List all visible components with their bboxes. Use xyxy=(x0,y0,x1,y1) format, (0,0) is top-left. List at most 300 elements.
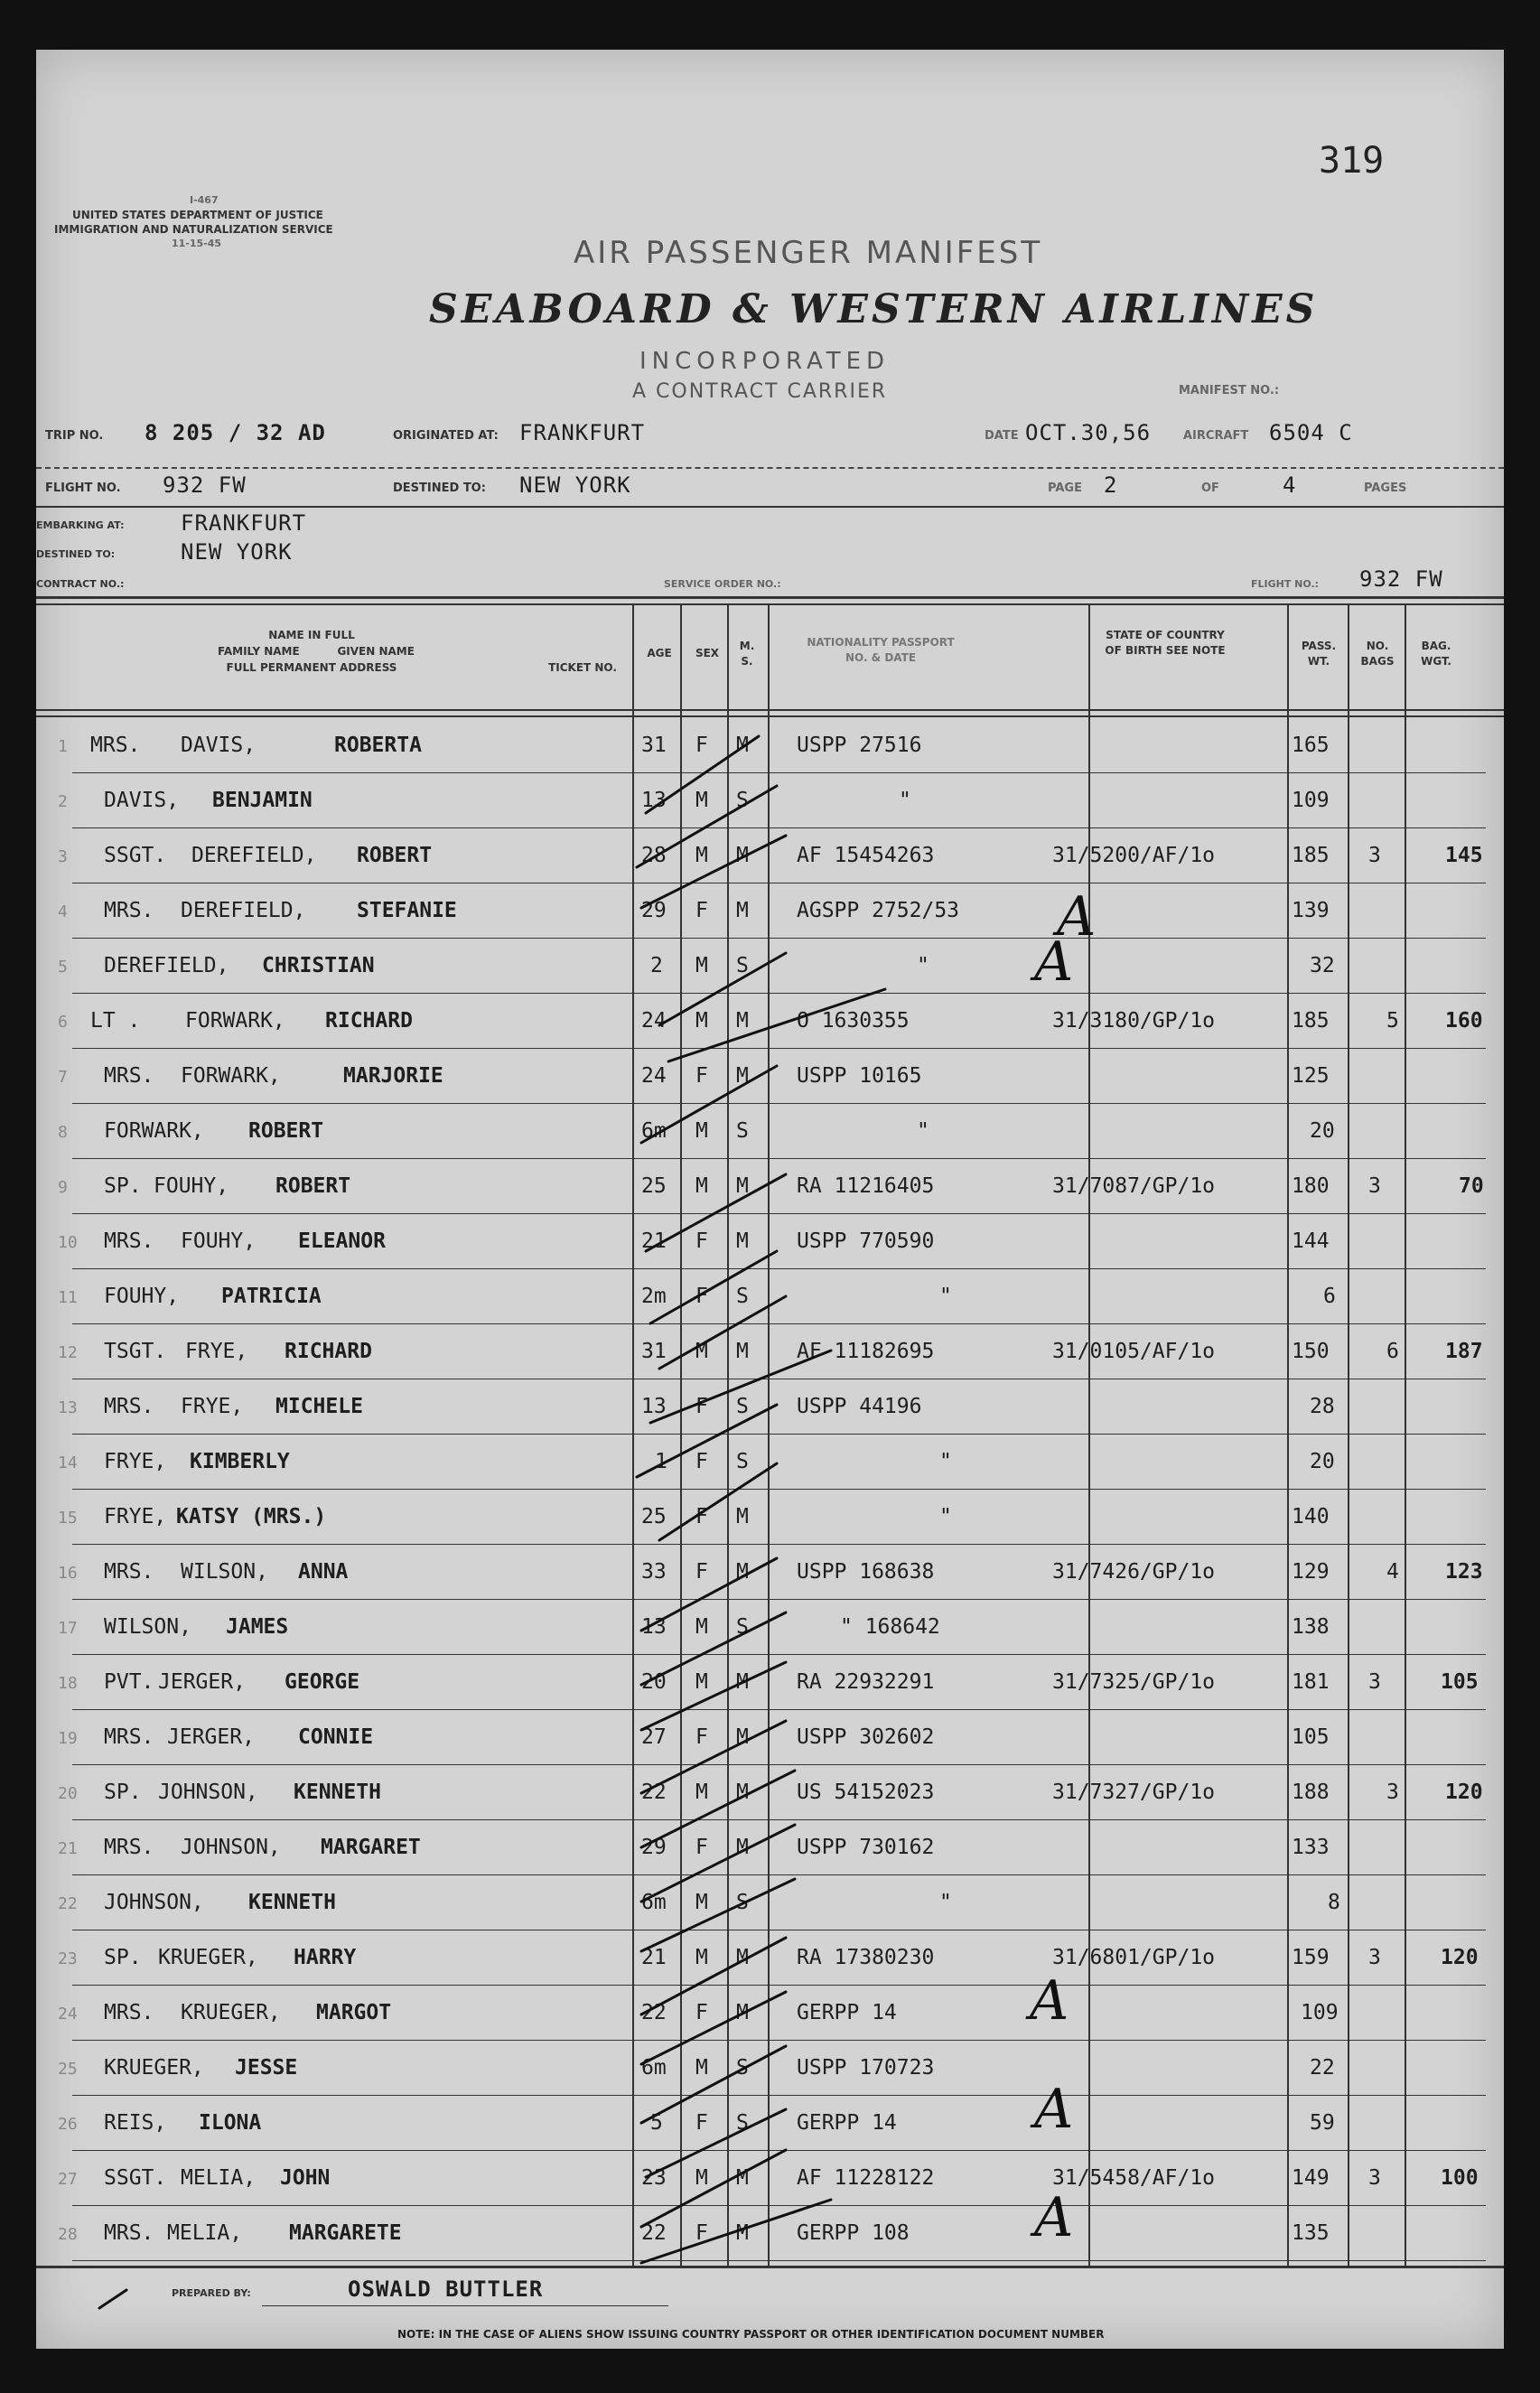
row-family: WILSON, xyxy=(104,1615,191,1639)
row-sex: F xyxy=(695,1560,708,1584)
row-number: 27 xyxy=(58,2170,78,2189)
row-family: FOUHY, xyxy=(104,1285,180,1308)
of-label: OF xyxy=(1201,481,1219,495)
row-family: DEREFIELD, xyxy=(181,899,306,922)
row-pass-wt: 135 xyxy=(1292,2221,1330,2245)
row-given: ANNA xyxy=(298,1560,349,1584)
row-passport: " xyxy=(917,954,929,977)
row-ms: M xyxy=(736,1229,749,1253)
row-bags: 3 xyxy=(1368,1670,1381,1694)
destined2-value: NEW YORK xyxy=(181,539,293,565)
row-title: MRS. xyxy=(104,1395,154,1418)
row-given: MARGARETE xyxy=(289,2221,402,2245)
row-sex: F xyxy=(695,1285,708,1308)
row-age: 22 xyxy=(641,2221,667,2245)
date-value: OCT.30,56 xyxy=(1025,420,1152,445)
row-number: 14 xyxy=(58,1454,78,1472)
row-pass-wt: 20 xyxy=(1310,1450,1335,1473)
row-pass-wt: 28 xyxy=(1310,1395,1335,1418)
row-title: SP. xyxy=(104,1174,142,1198)
row-number: 12 xyxy=(58,1343,78,1362)
flight-no-2-label: FLIGHT NO.: xyxy=(1251,578,1320,590)
row-sex: M xyxy=(695,954,708,977)
row-pass-wt: 125 xyxy=(1292,1064,1330,1088)
row-given: GEORGE xyxy=(285,1670,360,1694)
row-age: 23 xyxy=(641,2166,667,2190)
row-order: 31/7325/GP/1o xyxy=(1052,1670,1216,1694)
col-pass-wt: PASS. WT. xyxy=(1301,640,1337,668)
row-sex: F xyxy=(695,1725,708,1749)
row-sex: M xyxy=(695,1615,708,1639)
row-family: JERGER, xyxy=(158,1670,246,1694)
row-age: 28 xyxy=(641,844,667,867)
row-passport: GERPP 108 xyxy=(797,2221,910,2245)
row-pass-wt: 129 xyxy=(1292,1560,1330,1584)
row-passport: AF 11182695 xyxy=(797,1340,935,1363)
row-bags: 3 xyxy=(1368,2166,1381,2190)
form-date: 11-15-45 xyxy=(172,238,222,249)
row-age: 22 xyxy=(641,1781,667,1804)
row-family: KRUEGER, xyxy=(158,1946,258,1969)
col-name-in-full: NAME IN FULL xyxy=(268,629,355,641)
row-order: 31/0105/AF/1o xyxy=(1052,1340,1216,1363)
col-ticket: TICKET NO. xyxy=(548,661,617,674)
row-age: 29 xyxy=(641,899,667,922)
row-sex: M xyxy=(695,1340,708,1363)
row-number: 20 xyxy=(58,1784,78,1803)
row-family: JOHNSON, xyxy=(181,1836,281,1859)
row-pass-wt: 149 xyxy=(1292,2166,1330,2190)
row-passport: GERPP 14 xyxy=(797,2001,897,2024)
row-family: WILSON, xyxy=(181,1560,268,1584)
destined-label: DESTINED TO: xyxy=(393,481,486,495)
row-passport: USPP 27516 xyxy=(797,734,922,757)
row-family: FRYE, xyxy=(104,1450,167,1473)
row-passport: USPP 44196 xyxy=(797,1395,922,1418)
row-number: 15 xyxy=(58,1509,78,1528)
row-family: DAVIS, xyxy=(181,734,257,757)
row-sex: M xyxy=(695,2056,708,2080)
row-number: 5 xyxy=(58,958,68,977)
row-number: 4 xyxy=(58,902,68,921)
row-title: SSGT. xyxy=(104,2166,167,2190)
row-number: 25 xyxy=(58,2060,78,2079)
row-given: ROBERT xyxy=(275,1174,351,1198)
row-pass-wt: 6 xyxy=(1323,1285,1336,1308)
row-family: REIS, xyxy=(104,2111,167,2135)
row-given: RICHARD xyxy=(285,1340,372,1363)
row-title: MRS. xyxy=(104,1836,154,1859)
row-given: MICHELE xyxy=(275,1395,363,1418)
row-passport: RA 22932291 xyxy=(797,1670,935,1694)
row-given: KATSY (MRS.) xyxy=(176,1505,327,1528)
row-sex: M xyxy=(695,1119,708,1143)
row-title: MRS. xyxy=(104,899,154,922)
row-given: MARJORIE xyxy=(343,1064,443,1088)
row-sex: F xyxy=(695,1395,708,1418)
row-pass-wt: 144 xyxy=(1292,1229,1330,1253)
row-family: FORWARK, xyxy=(181,1064,281,1088)
row-title: TSGT. xyxy=(104,1340,167,1363)
row-title: SP. xyxy=(104,1946,142,1969)
row-sex: F xyxy=(695,2111,708,2135)
row-pass-wt: 8 xyxy=(1328,1891,1340,1914)
row-passport: O 1630355 xyxy=(797,1009,910,1033)
row-bags: 6 xyxy=(1386,1340,1399,1363)
row-number: 1 xyxy=(58,737,68,756)
row-sex: M xyxy=(695,1946,708,1969)
row-pass-wt: 59 xyxy=(1310,2111,1335,2135)
row-family: FOUHY, xyxy=(181,1229,257,1253)
row-sex: F xyxy=(695,2001,708,2024)
row-ms: M xyxy=(736,1725,749,1749)
contract-label: CONTRACT NO.: xyxy=(36,578,125,590)
col-sex: SEX xyxy=(695,647,720,659)
row-age: 2m xyxy=(641,1285,667,1308)
page-number: 319 xyxy=(1319,140,1385,182)
row-ms: M xyxy=(736,2221,749,2245)
row-ms: S xyxy=(736,954,749,977)
row-passport: USPP 170723 xyxy=(797,2056,935,2080)
col-bags: NO. BAGS xyxy=(1360,640,1395,668)
row-passport: " 168642 xyxy=(840,1615,940,1639)
row-given: CHRISTIAN xyxy=(262,954,375,977)
row-ms: M xyxy=(736,1064,749,1088)
row-age: 21 xyxy=(641,1946,667,1969)
row-age: 31 xyxy=(641,734,667,757)
row-bag-wt: 120 xyxy=(1445,1781,1483,1804)
row-passport: " xyxy=(939,1891,952,1914)
aircraft-label: AIRCRAFT xyxy=(1183,429,1249,443)
row-sex: M xyxy=(695,1781,708,1804)
strike-marks xyxy=(36,50,1504,2349)
row-given: ROBERT xyxy=(357,844,433,867)
row-age: 6m xyxy=(641,1891,667,1914)
airline-name: SEABOARD & WESTERN AIRLINES xyxy=(429,286,1319,332)
row-title: SSGT. xyxy=(104,844,167,867)
flight-no-2-value: 932 FW xyxy=(1359,566,1443,592)
row-number: 13 xyxy=(58,1398,78,1417)
row-family: FRYE, xyxy=(185,1340,248,1363)
row-title: MRS. xyxy=(104,1064,154,1088)
row-family: FRYE, xyxy=(181,1395,244,1418)
row-given: MARGOT xyxy=(316,2001,392,2024)
row-order: 31/7327/GP/1o xyxy=(1052,1781,1216,1804)
row-number: 16 xyxy=(58,1564,78,1583)
row-number: 18 xyxy=(58,1674,78,1693)
row-family: JOHNSON, xyxy=(158,1781,258,1804)
row-sex: M xyxy=(695,789,708,812)
row-number: 22 xyxy=(58,1894,78,1913)
row-passport: USPP 10165 xyxy=(797,1064,922,1088)
row-ms: M xyxy=(736,2001,749,2024)
row-passport: USPP 302602 xyxy=(797,1725,935,1749)
row-given: CONNIE xyxy=(298,1725,374,1749)
row-family: DAVIS, xyxy=(104,789,180,812)
row-sex: F xyxy=(695,734,708,757)
incorporated-label: INCORPORATED xyxy=(639,348,891,375)
row-pass-wt: 188 xyxy=(1292,1781,1330,1804)
row-family: FOUHY, xyxy=(154,1174,229,1198)
page-label: PAGE xyxy=(1048,481,1082,495)
row-passport: USPP 770590 xyxy=(797,1229,935,1253)
row-pass-wt: 139 xyxy=(1292,899,1330,922)
row-passport: " xyxy=(939,1505,952,1528)
row-passport: " xyxy=(917,1119,929,1143)
row-ms: S xyxy=(736,2111,749,2135)
row-age: 25 xyxy=(641,1174,667,1198)
row-bag-wt: 70 xyxy=(1459,1174,1484,1198)
row-family: DEREFIELD, xyxy=(104,954,229,977)
col-birth: STATE OF COUNTRY OF BIRTH SEE NOTE xyxy=(1105,629,1226,657)
row-passport: AF 15454263 xyxy=(797,844,935,867)
row-number: 17 xyxy=(58,1619,78,1638)
row-given: STEFANIE xyxy=(357,899,457,922)
row-order: 31/7087/GP/1o xyxy=(1052,1174,1216,1198)
row-ms: M xyxy=(736,1946,749,1969)
row-given: MARGARET xyxy=(321,1836,421,1859)
row-pass-wt: 20 xyxy=(1310,1119,1335,1143)
rule-prepared-by xyxy=(262,2305,668,2306)
row-number: 2 xyxy=(58,792,68,811)
department-name: UNITED STATES DEPARTMENT OF JUSTICE xyxy=(72,209,323,221)
row-ms: S xyxy=(736,1395,749,1418)
handwritten-mark: A xyxy=(1057,885,1097,949)
row-ms: S xyxy=(736,2056,749,2080)
row-order: 31/5200/AF/1o xyxy=(1052,844,1216,867)
row-given: JAMES xyxy=(226,1615,289,1639)
col-ms: M. S. xyxy=(739,640,755,668)
row-given: ILONA xyxy=(199,2111,262,2135)
rule-table-bottom xyxy=(36,2266,1504,2268)
row-title: MRS. xyxy=(104,1229,154,1253)
row-ms: S xyxy=(736,789,749,812)
row-passport: AF 11228122 xyxy=(797,2166,935,2190)
row-given: HARRY xyxy=(294,1946,357,1969)
row-sex: F xyxy=(695,1836,708,1859)
row-title: PVT. xyxy=(104,1670,154,1694)
carrier-type: A CONTRACT CARRIER xyxy=(632,380,888,403)
row-sex: F xyxy=(695,899,708,922)
row-order: 31/7426/GP/1o xyxy=(1052,1560,1216,1584)
row-pass-wt: 181 xyxy=(1292,1670,1330,1694)
row-age: 21 xyxy=(641,1229,667,1253)
row-given: KIMBERLY xyxy=(190,1450,290,1473)
row-bags: 3 xyxy=(1368,1174,1381,1198)
row-sex: F xyxy=(695,1229,708,1253)
row-number: 23 xyxy=(58,1949,78,1968)
embarking-label: EMBARKING AT: xyxy=(36,519,125,531)
row-number: 7 xyxy=(58,1068,68,1087)
row-age: 13 xyxy=(641,1395,667,1418)
row-passport: USPP 730162 xyxy=(797,1836,935,1859)
row-given: JESSE xyxy=(235,2056,298,2080)
row-family: MELIA, xyxy=(167,2221,243,2245)
row-passport: RA 11216405 xyxy=(797,1174,935,1198)
row-passport: USPP 168638 xyxy=(797,1560,935,1584)
row-ms: M xyxy=(736,899,749,922)
row-pass-wt: 109 xyxy=(1292,789,1330,812)
row-pass-wt: 105 xyxy=(1292,1725,1330,1749)
row-sex: M xyxy=(695,1670,708,1694)
row-bags: 3 xyxy=(1368,844,1381,867)
row-ms: S xyxy=(736,1450,749,1473)
embarking-value: FRANKFURT xyxy=(181,510,307,536)
row-title: LT . xyxy=(90,1009,141,1033)
row-family: JOHNSON, xyxy=(104,1891,204,1914)
col-nationality: NATIONALITY PASSPORT NO. & DATE xyxy=(807,636,955,664)
col-address: FULL PERMANENT ADDRESS xyxy=(226,661,397,674)
row-age: 13 xyxy=(641,789,667,812)
pages-label: PAGES xyxy=(1364,481,1407,495)
row-sex: F xyxy=(695,1450,708,1473)
row-sex: M xyxy=(695,1009,708,1033)
row-title: MRS. xyxy=(90,734,141,757)
row-given: RICHARD xyxy=(325,1009,413,1033)
row-sex: F xyxy=(695,2221,708,2245)
page-value: 2 xyxy=(1104,472,1118,498)
row-given: ROBERTA xyxy=(334,734,422,757)
destined2-label: DESTINED TO: xyxy=(36,548,116,560)
row-ms: M xyxy=(736,1836,749,1859)
row-ms: S xyxy=(736,1615,749,1639)
row-pass-wt: 133 xyxy=(1292,1836,1330,1859)
row-pass-wt: 138 xyxy=(1292,1615,1330,1639)
row-bag-wt: 100 xyxy=(1441,2166,1479,2190)
row-sex: M xyxy=(695,1174,708,1198)
row-age: 13 xyxy=(641,1615,667,1639)
aircraft-value: 6504 C xyxy=(1269,420,1353,445)
row-age: 27 xyxy=(641,1725,667,1749)
row-family: FRYE, xyxy=(104,1505,167,1528)
row-title: MRS. xyxy=(104,1560,154,1584)
row-family: DEREFIELD, xyxy=(191,844,317,867)
handwritten-mark: A xyxy=(1034,930,1074,994)
row-pass-wt: 180 xyxy=(1292,1174,1330,1198)
handwritten-mark: A xyxy=(1030,1969,1069,2033)
row-passport: " xyxy=(939,1450,952,1473)
row-age: 29 xyxy=(641,1836,667,1859)
flight-no-value: 932 FW xyxy=(163,472,247,498)
row-bags: 3 xyxy=(1368,1946,1381,1969)
row-ms: M xyxy=(736,1670,749,1694)
row-bags: 5 xyxy=(1386,1009,1399,1033)
row-sex: F xyxy=(695,1064,708,1088)
service-name: IMMIGRATION AND NATURALIZATION SERVICE xyxy=(54,223,333,236)
row-order: 31/5458/AF/1o xyxy=(1052,2166,1216,2190)
row-family: JERGER, xyxy=(167,1725,255,1749)
row-ms: S xyxy=(736,1891,749,1914)
row-age: 1 xyxy=(655,1450,667,1473)
col-family-given: FAMILY NAME GIVEN NAME xyxy=(218,645,415,658)
row-bag-wt: 123 xyxy=(1445,1560,1483,1584)
trip-no-label: TRIP NO. xyxy=(45,429,104,443)
row-given: ROBERT xyxy=(248,1119,324,1143)
row-family: MELIA, xyxy=(181,2166,257,2190)
row-number: 10 xyxy=(58,1233,78,1252)
row-given: ELEANOR xyxy=(298,1229,386,1253)
footer-note: NOTE: IN THE CASE OF ALIENS SHOW ISSUING COUNTRY PASSPORT OR OTHER IDENTIFICATION DOCUMENT NUMBER xyxy=(397,2328,1105,2341)
col-age: AGE xyxy=(647,647,672,659)
row-ms: S xyxy=(736,1119,749,1143)
row-given: BENJAMIN xyxy=(212,789,313,812)
row-passport: " xyxy=(939,1285,952,1308)
date-label: DATE xyxy=(985,429,1019,443)
row-title: SP. xyxy=(104,1781,142,1804)
row-age: 22 xyxy=(641,2001,667,2024)
row-number: 21 xyxy=(58,1839,78,1858)
row-sex: M xyxy=(695,1891,708,1914)
row-title: MRS. xyxy=(104,1725,154,1749)
row-age: 25 xyxy=(641,1505,667,1528)
form-number: I-467 xyxy=(190,194,219,206)
row-ms: S xyxy=(736,1285,749,1308)
row-ms: M xyxy=(736,734,749,757)
flight-no-label: FLIGHT NO. xyxy=(45,481,121,495)
row-pass-wt: 185 xyxy=(1292,844,1330,867)
row-pass-wt: 165 xyxy=(1292,734,1330,757)
handwritten-mark: A xyxy=(1034,2078,1074,2141)
form-title: AIR PASSENGER MANIFEST xyxy=(574,235,1043,271)
row-pass-wt: 185 xyxy=(1292,1009,1330,1033)
row-ms: M xyxy=(736,1781,749,1804)
row-sex: M xyxy=(695,844,708,867)
row-pass-wt: 150 xyxy=(1292,1340,1330,1363)
row-family: KRUEGER, xyxy=(104,2056,204,2080)
originated-label: ORIGINATED AT: xyxy=(393,429,499,443)
row-ms: M xyxy=(736,1009,749,1033)
row-age: 31 xyxy=(641,1340,667,1363)
row-family: KRUEGER, xyxy=(181,2001,281,2024)
row-order: 31/6801/GP/1o xyxy=(1052,1946,1216,1969)
row-title: MRS. xyxy=(104,2221,154,2245)
row-bags: 4 xyxy=(1386,1560,1399,1584)
row-passport: RA 17380230 xyxy=(797,1946,935,1969)
row-passport: AGSPP 2752/53 xyxy=(797,899,960,922)
row-number: 24 xyxy=(58,2005,78,2024)
row-number: 26 xyxy=(58,2115,78,2134)
service-order-label: SERVICE ORDER NO.: xyxy=(664,578,781,590)
trip-no-value: 8 205 / 32 AD xyxy=(145,420,326,445)
row-pass-wt: 140 xyxy=(1292,1505,1330,1528)
col-bag-wt: BAG. WGT. xyxy=(1421,640,1451,668)
row-bag-wt: 120 xyxy=(1441,1946,1479,1969)
row-number: 3 xyxy=(58,847,68,866)
row-age: 24 xyxy=(641,1064,667,1088)
row-number: 9 xyxy=(58,1178,68,1197)
row-given: KENNETH xyxy=(248,1891,336,1914)
handwritten-mark: A xyxy=(1034,2186,1074,2249)
row-ms: M xyxy=(736,1505,749,1528)
row-passport: " xyxy=(899,789,911,812)
manifest-no-label: MANIFEST NO.: xyxy=(1179,384,1280,397)
row-pass-wt: 32 xyxy=(1310,954,1335,977)
row-bag-wt: 160 xyxy=(1445,1009,1483,1033)
row-order: 31/3180/GP/1o xyxy=(1052,1009,1216,1033)
row-age: 20 xyxy=(641,1670,667,1694)
row-passport: US 54152023 xyxy=(797,1781,935,1804)
prepared-by-value: OSWALD BUTTLER xyxy=(348,2276,544,2302)
row-ms: M xyxy=(736,844,749,867)
row-pass-wt: 159 xyxy=(1292,1946,1330,1969)
row-given: PATRICIA xyxy=(221,1285,322,1308)
row-age: 2 xyxy=(650,954,663,977)
row-number: 11 xyxy=(58,1288,78,1307)
row-given: KENNETH xyxy=(294,1781,381,1804)
row-age: 33 xyxy=(641,1560,667,1584)
row-title: MRS. xyxy=(104,2001,154,2024)
row-ms: M xyxy=(736,2166,749,2190)
